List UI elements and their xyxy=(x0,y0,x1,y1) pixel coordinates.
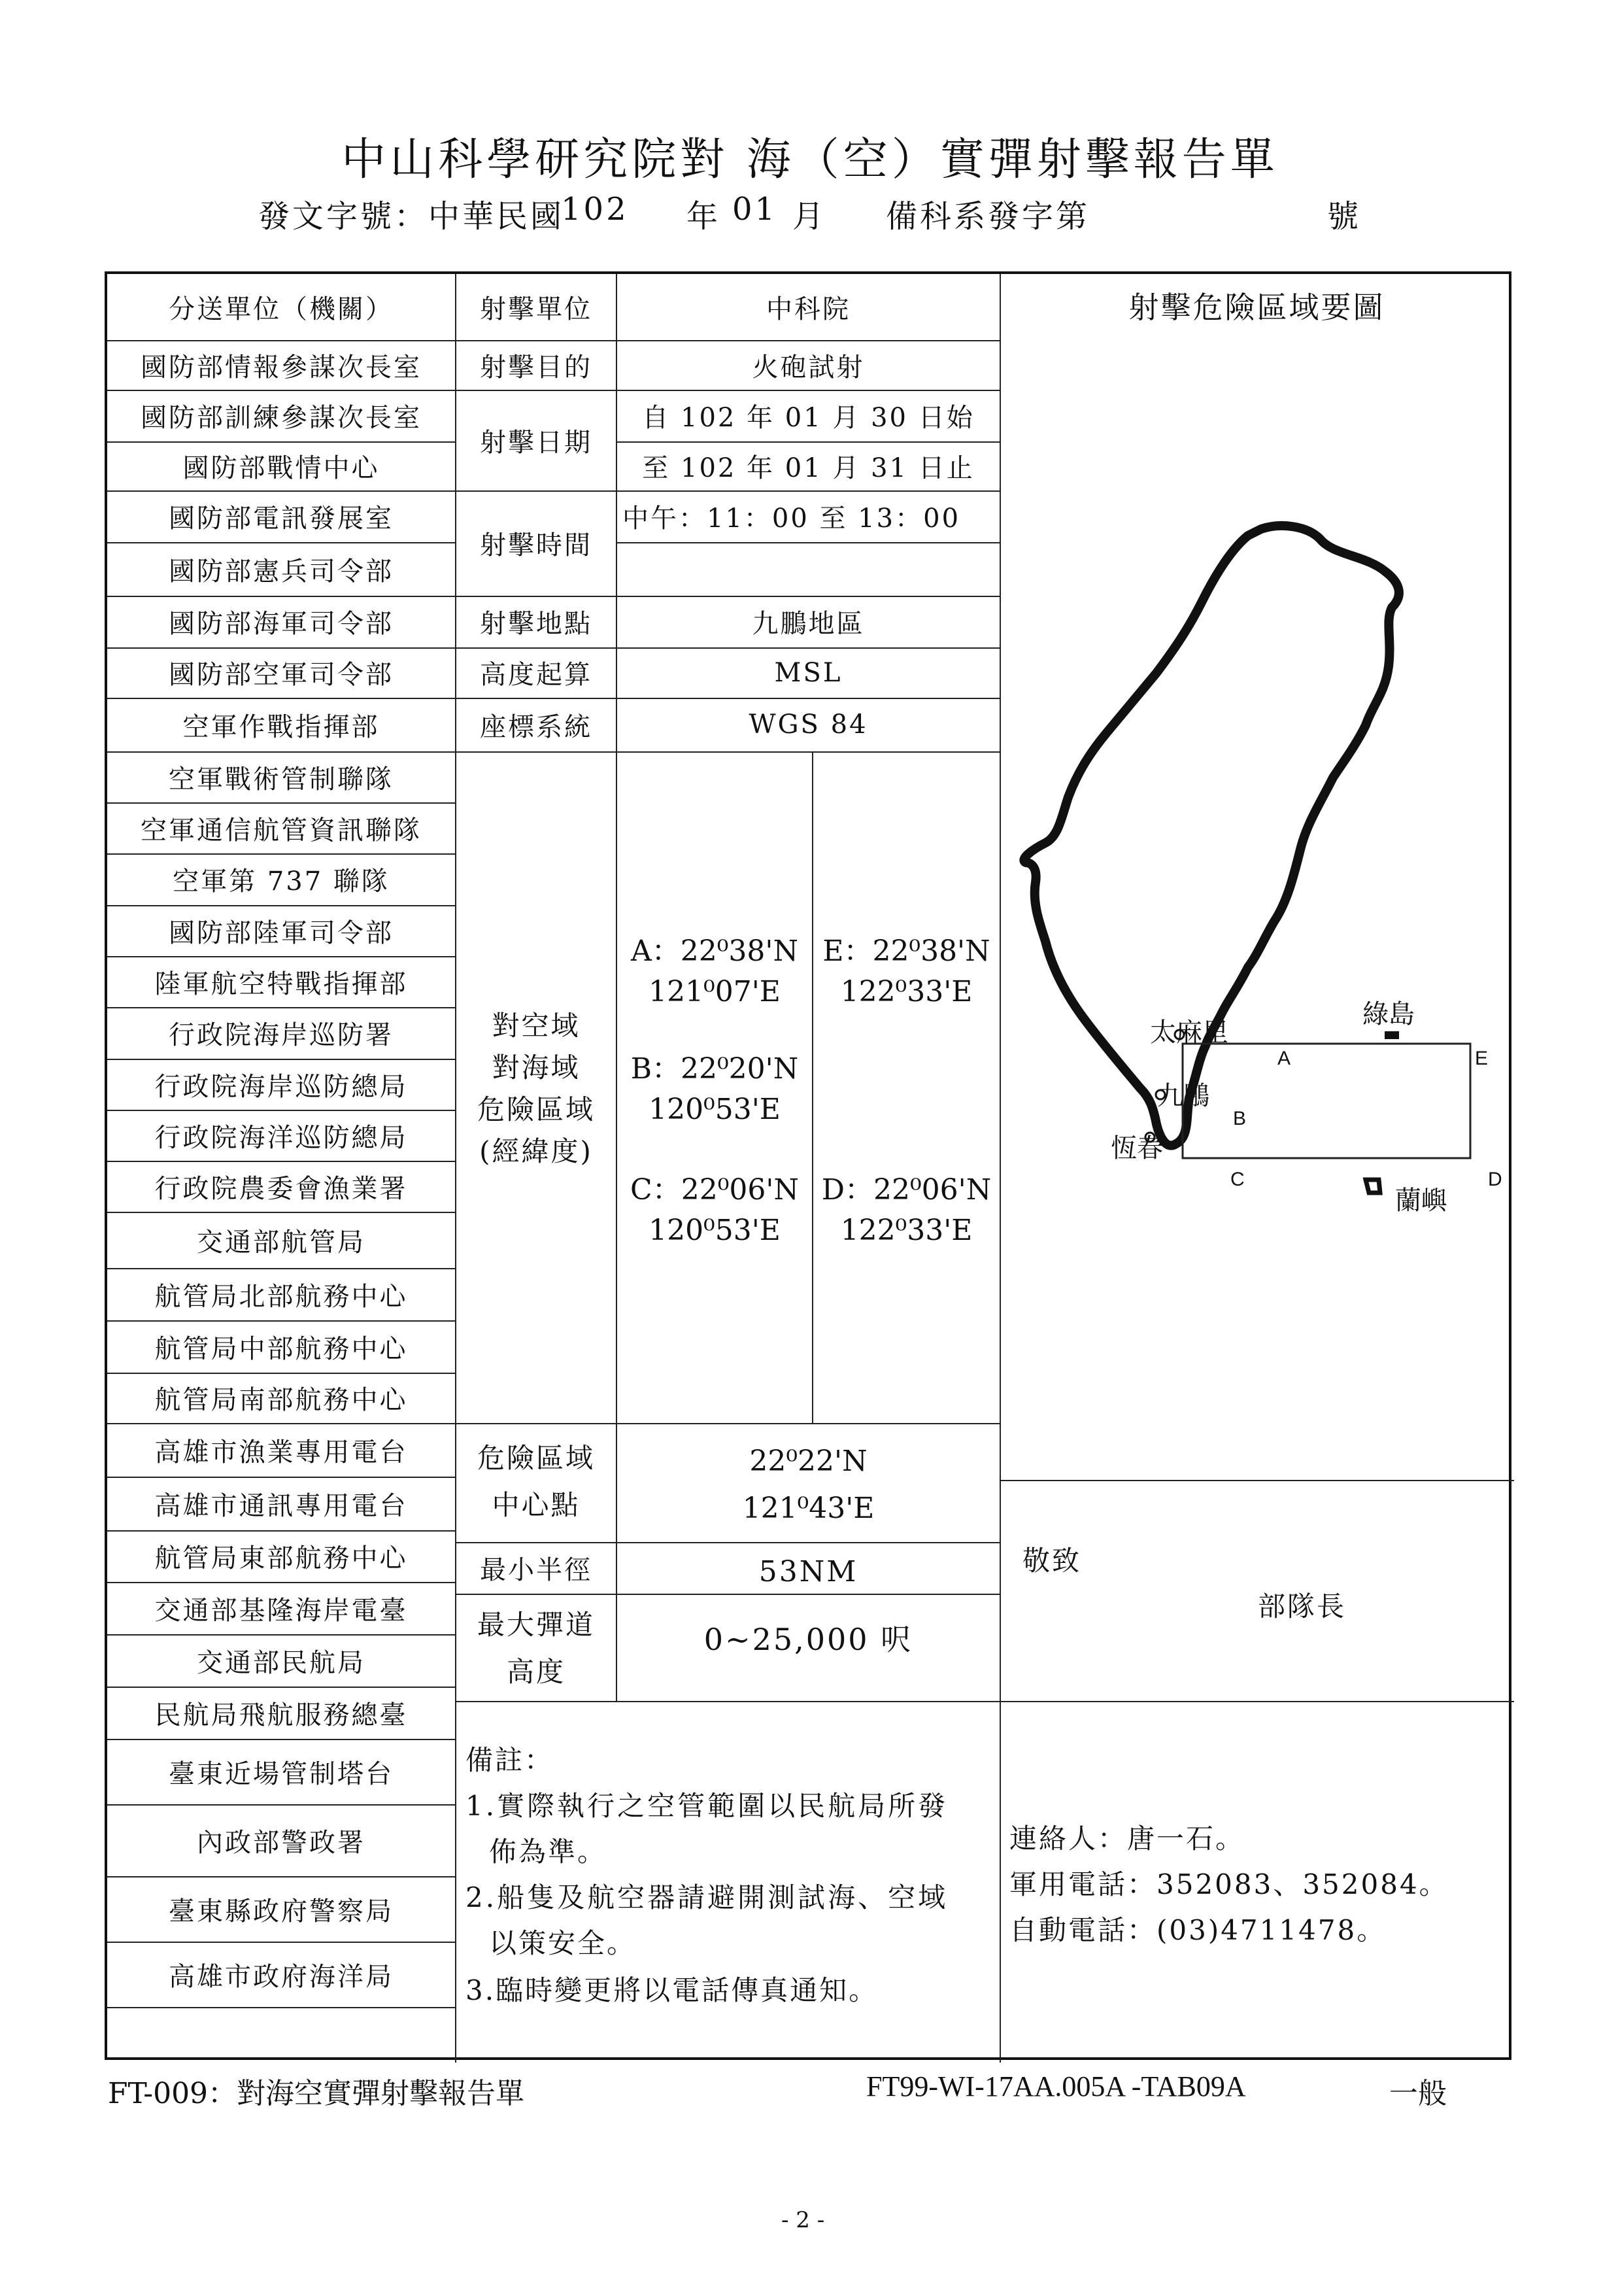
remark-3: 3.臨時變更將以電話傳真通知。 xyxy=(465,1974,879,2006)
salutation-to: 敬致 xyxy=(1022,1545,1082,1577)
point-a: A：22⁰38'N 121⁰07'E xyxy=(631,934,798,1008)
altitude-value: MSL xyxy=(774,657,843,688)
doc-year-unit: 年 xyxy=(686,198,721,235)
lanyu-island xyxy=(1366,1180,1380,1193)
department-code: 備科系發字第 xyxy=(886,198,1090,235)
purpose-value: 火砲試射 xyxy=(752,352,865,383)
distribution-item: 高雄市漁業專用電台 xyxy=(154,1437,408,1467)
center-point-label: 危險區域 中心點 xyxy=(477,1442,595,1521)
distribution-header: 分送單位（機關） xyxy=(169,294,394,324)
time-label: 射擊時間 xyxy=(480,530,592,560)
coord-divider xyxy=(812,751,813,1423)
remark-2-line-1: 2.船隻及航空器請避開測試海、空域 xyxy=(465,1881,949,1913)
radius-value: 53NM xyxy=(758,1555,858,1588)
distribution-item: 臺東縣政府警察局 xyxy=(169,1896,394,1927)
distribution-item: 行政院海岸巡防總局 xyxy=(154,1071,408,1102)
place-label: 射擊地點 xyxy=(480,609,592,639)
doc-month-unit: 月 xyxy=(792,198,827,235)
unit-label: 射擊單位 xyxy=(480,294,592,324)
military-phone: 軍用電話：352083、352084。 xyxy=(1009,1868,1449,1900)
distribution-item: 國防部憲兵司令部 xyxy=(169,556,394,587)
point-e: E：22⁰38'N 122⁰33'E xyxy=(822,934,990,1008)
ceiling-label: 最大彈道 高度 xyxy=(477,1609,595,1688)
remark-1-line-2: 佈為準。 xyxy=(489,1836,607,1868)
classification: 一般 xyxy=(1389,2077,1447,2110)
report-form-table xyxy=(105,271,1511,2060)
map-point-e: E xyxy=(1475,1048,1489,1069)
distribution-item: 國防部訓練參謀次長室 xyxy=(141,403,422,433)
taiwan-outline xyxy=(1024,526,1399,1146)
unit-value: 中科院 xyxy=(766,294,851,324)
distribution-item: 交通部基隆海岸電臺 xyxy=(154,1595,408,1626)
point-b: B：22⁰20'N 120⁰53'E xyxy=(630,1052,799,1126)
place-value: 九鵬地區 xyxy=(752,609,865,639)
map-point-a: A xyxy=(1277,1048,1291,1069)
date-label: 射擊日期 xyxy=(480,427,592,458)
map-point-c: C xyxy=(1230,1169,1245,1190)
distribution-item: 內政部警政署 xyxy=(197,1827,365,1858)
remark-2-line-2: 以策安全。 xyxy=(489,1927,637,1959)
distribution-item: 空軍通信航管資訊聯隊 xyxy=(141,815,422,846)
ceiling-value: 0~25,000 呎 xyxy=(703,1622,913,1657)
coord-system-value: WGS 84 xyxy=(749,710,868,740)
point-d: D：22⁰06'N 122⁰33'E xyxy=(821,1173,992,1247)
distribution-item: 空軍作戰指揮部 xyxy=(182,711,380,742)
distribution-item: 航管局東部航務中心 xyxy=(154,1543,408,1573)
distribution-item: 行政院農委會漁業署 xyxy=(154,1173,408,1204)
contact-person: 連絡人：唐一石。 xyxy=(1009,1823,1245,1855)
label-taimali: 太麻里 xyxy=(1150,1018,1228,1048)
doc-number-suffix: 號 xyxy=(1327,198,1362,235)
distribution-item: 國防部空軍司令部 xyxy=(169,660,394,690)
distribution-item: 國防部電訊發展室 xyxy=(169,504,394,534)
distribution-item: 行政院海洋巡防總局 xyxy=(154,1122,408,1153)
label-lvdao: 綠島 xyxy=(1362,999,1415,1029)
purpose-label: 射擊目的 xyxy=(480,352,592,383)
center-point-value: 22⁰22'N 121⁰43'E xyxy=(742,1445,875,1525)
label-lanyu: 蘭嶼 xyxy=(1395,1186,1447,1216)
altitude-label: 高度起算 xyxy=(480,660,592,690)
date-from: 自 102 年 01 月 30 日始 xyxy=(642,403,975,433)
doc-month: 01 xyxy=(732,191,778,228)
lvdao-island xyxy=(1385,1031,1399,1039)
danger-zone-rectangle xyxy=(1183,1044,1470,1158)
map-point-b: B xyxy=(1233,1108,1247,1129)
remarks-heading: 備註： xyxy=(465,1744,554,1776)
time-value: 中午：11：00 至 13：00 xyxy=(622,504,961,534)
salutation-commander: 部隊長 xyxy=(1258,1590,1347,1622)
distribution-item: 航管局中部航務中心 xyxy=(154,1333,408,1364)
distribution-item: 國防部海軍司令部 xyxy=(169,609,394,639)
distribution-item: 交通部航管局 xyxy=(197,1227,365,1258)
distribution-item: 高雄市通訊專用電台 xyxy=(154,1490,408,1521)
distribution-item: 國防部戰情中心 xyxy=(182,453,380,483)
map-title: 射擊危險區域要圖 xyxy=(1128,289,1385,325)
form-code: FT99-WI-17AA.005A -TAB09A xyxy=(866,2070,1246,2102)
form-name: FT-009：對海空實彈射擊報告單 xyxy=(108,2077,525,2110)
distribution-item: 航管局北部航務中心 xyxy=(154,1281,408,1312)
distribution-item: 臺東近場管制塔台 xyxy=(169,1758,394,1789)
label-jiupeng: 九鵬 xyxy=(1157,1081,1209,1111)
remark-1-line-1: 1.實際執行之空管範圍以民航局所發 xyxy=(465,1790,949,1822)
doc-year: 102 xyxy=(561,191,629,228)
auto-phone: 自動電話：(03)4711478。 xyxy=(1009,1914,1387,1946)
danger-area-map xyxy=(1000,274,1514,1480)
distribution-row-line xyxy=(107,2007,455,2008)
label-hengchun: 恆春 xyxy=(1111,1133,1163,1163)
point-c: C：22⁰06'N 120⁰53'E xyxy=(630,1173,799,1247)
map-point-d: D xyxy=(1488,1169,1502,1190)
distribution-item: 陸軍航空特戰指揮部 xyxy=(154,968,408,999)
doc-number-label: 發文字號：中華民國 xyxy=(258,198,565,235)
distribution-item: 行政院海岸巡防署 xyxy=(169,1020,394,1050)
distribution-item: 民航局飛航服務總臺 xyxy=(154,1700,408,1730)
date-to: 至 102 年 01 月 31 日止 xyxy=(642,453,975,483)
page-number: - 2 - xyxy=(781,2207,825,2233)
radius-label: 最小半徑 xyxy=(480,1555,592,1585)
distribution-item: 空軍戰術管制聯隊 xyxy=(169,764,394,795)
coord-system-label: 座標系統 xyxy=(480,711,592,742)
distribution-item: 國防部陸軍司令部 xyxy=(169,917,394,948)
distribution-item: 國防部情報參謀次長室 xyxy=(141,352,422,383)
danger-zone-label: 對空域 對海域 危險區域 (經緯度) xyxy=(477,1010,595,1167)
distribution-item: 空軍第 737 聯隊 xyxy=(173,866,390,897)
distribution-item: 交通部民航局 xyxy=(197,1647,365,1678)
distribution-item: 高雄市政府海洋局 xyxy=(169,1961,394,1992)
page-title: 中山科學研究院對 海（空）實彈射擊報告單 xyxy=(341,134,1279,186)
distribution-item: 航管局南部航務中心 xyxy=(154,1385,408,1415)
